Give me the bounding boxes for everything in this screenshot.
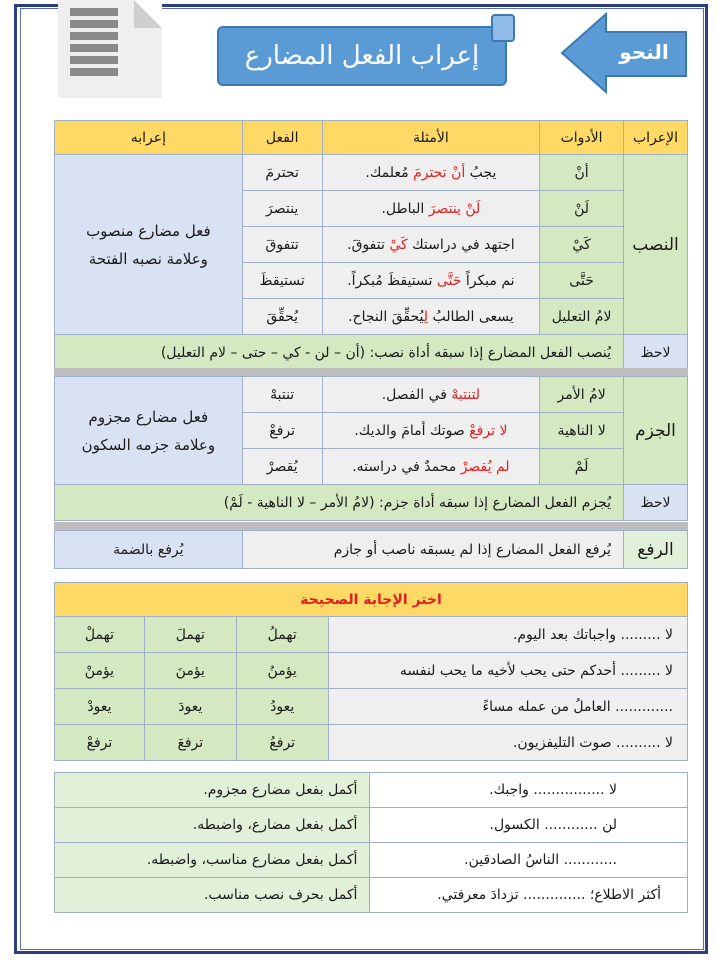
quiz-option[interactable]: تهملُ xyxy=(236,617,328,653)
nasb-note: يُنصب الفعل المضارع إذا سبقه أداة نصب: (أن – لن - كي – حتى – لام التعليل) xyxy=(55,335,624,371)
section-divider xyxy=(54,368,688,376)
example-cell: لا ترفعْ صوتك أمامَ والديك. xyxy=(322,413,540,449)
quiz-row xyxy=(55,653,688,689)
document-icon xyxy=(58,0,162,98)
jazm-note: يُجزم الفعل المضارع إذا سبقه أداة جزم: (لامُ الأمر – لا الناهية - لَمْ) xyxy=(55,485,624,521)
quiz-option[interactable]: يعودْ xyxy=(55,689,145,725)
quiz-question: لا ......... واجباتك بعد اليوم. xyxy=(328,617,687,653)
quiz-row xyxy=(55,725,688,761)
verb-cell: تنتبهْ xyxy=(242,377,322,413)
raf-label: الرفع xyxy=(624,531,688,569)
quiz-question: لا ......... أحدكم حتى يحب لأخيه ما يحب لنفسه xyxy=(328,653,687,689)
nasb-note-row xyxy=(55,335,688,371)
table-row xyxy=(55,155,688,191)
example-cell: لَنْ ينتصرَ الباطل. xyxy=(322,191,540,227)
nasb-note-label: لاحظ xyxy=(624,335,688,371)
quiz-option[interactable]: ترفعَ xyxy=(144,725,236,761)
verb-cell: تستيقظَ xyxy=(242,263,322,299)
header-verb: الفعل xyxy=(242,121,322,155)
example-cell: لم يُقصرْ محمدٌ في دراسته. xyxy=(322,449,540,485)
left-arrow-icon xyxy=(560,10,690,96)
nasb-label: النصب xyxy=(624,155,688,335)
quiz-option[interactable]: يؤمنَ xyxy=(144,653,236,689)
header-examples: الأمثلة xyxy=(322,121,540,155)
tool-cell: لَنْ xyxy=(540,191,624,227)
quiz-option[interactable]: يؤمنُ xyxy=(236,653,328,689)
verb-cell: تتفوقَ xyxy=(242,227,322,263)
raf-table xyxy=(54,530,688,569)
tool-cell: لامُ الأمر xyxy=(540,377,624,413)
quiz-option[interactable]: يعودَ xyxy=(144,689,236,725)
header-tools: الأدوات xyxy=(540,121,624,155)
header-irab: الإعراب xyxy=(624,121,688,155)
complete-instruction: أكمل بفعل مضارع مجزوم. xyxy=(55,773,370,808)
table-row xyxy=(55,531,688,569)
subject-badge: النحو xyxy=(619,40,669,64)
complete-instruction: أكمل بفعل مضارع مناسب، واضبطه. xyxy=(55,843,370,878)
nasb-verb-irab: فعل مضارع منصوب وعلامة نصبه الفتحة xyxy=(55,155,243,335)
jazm-label: الجزم xyxy=(624,377,688,485)
complete-sentence[interactable]: أكثر الاطلاع؛ .............. تزدادَ معرفتي. xyxy=(370,878,688,913)
example-cell: اجتهد في دراستك كَيْ تتفوقَ. xyxy=(322,227,540,263)
tool-cell: حَتَّى xyxy=(540,263,624,299)
complete-sentence[interactable]: لن ............ الكسول. xyxy=(370,808,688,843)
quiz-question: ............. العاملُ من عمله مساءً xyxy=(328,689,687,725)
jazm-verb-irab: فعل مضارع مجزوم وعلامة جزمه السكون xyxy=(55,377,243,485)
complete-sentence[interactable]: لا ................ واجبك. xyxy=(370,773,688,808)
quiz-option[interactable]: تهملَ xyxy=(144,617,236,653)
header-verb-irab: إعرابه xyxy=(55,121,243,155)
verb-cell: تحترمَ xyxy=(242,155,322,191)
quiz-option[interactable]: ترفعْ xyxy=(55,725,145,761)
example-cell: يجبُ أنْ تحترمَ مُعلمك. xyxy=(322,155,540,191)
quiz-title-row xyxy=(55,583,688,617)
jazm-note-row xyxy=(55,485,688,521)
quiz-title: اختر الإجابة الصحيحة xyxy=(55,583,688,617)
quiz-table xyxy=(54,582,688,761)
tool-cell: لامُ التعليل xyxy=(540,299,624,335)
complete-row xyxy=(55,808,688,843)
quiz-option[interactable]: تهملْ xyxy=(55,617,145,653)
example-cell: لتنتبهْ في الفصل. xyxy=(322,377,540,413)
raf-verb-irab: يُرفع بالضمة xyxy=(55,531,243,569)
complete-row xyxy=(55,773,688,808)
verb-cell: يُحقِّقَ xyxy=(242,299,322,335)
complete-instruction: أكمل بحرف نصب مناسب. xyxy=(55,878,370,913)
jazm-table xyxy=(54,376,688,521)
complete-row xyxy=(55,843,688,878)
tool-cell: أنْ xyxy=(540,155,624,191)
quiz-option[interactable]: يعودُ xyxy=(236,689,328,725)
title-banner xyxy=(207,14,515,86)
quiz-question: لا .......... صوت التليفزيون. xyxy=(328,725,687,761)
complete-instruction: أكمل بفعل مضارع، واضبطه. xyxy=(55,808,370,843)
complete-row xyxy=(55,878,688,913)
quiz-option[interactable]: يؤمنْ xyxy=(55,653,145,689)
section-divider xyxy=(54,522,688,530)
example-cell: يسعى الطالبُ لِيُحقِّقَ النجاح. xyxy=(322,299,540,335)
verb-cell: ترفعْ xyxy=(242,413,322,449)
quiz-row xyxy=(55,689,688,725)
quiz-row xyxy=(55,617,688,653)
verb-cell: ينتصرَ xyxy=(242,191,322,227)
quiz-option[interactable]: ترفعُ xyxy=(236,725,328,761)
table-row xyxy=(55,377,688,413)
complete-sentence[interactable]: ............ الناسُ الصادقين. xyxy=(370,843,688,878)
tool-cell: كَيْ xyxy=(540,227,624,263)
table-header-row xyxy=(55,121,688,155)
tool-cell: لا الناهية xyxy=(540,413,624,449)
scroll-curl-icon xyxy=(491,14,515,42)
verb-cell: يُقصرْ xyxy=(242,449,322,485)
tool-cell: لَمْ xyxy=(540,449,624,485)
page-title: إعراب الفعل المضارع xyxy=(217,26,507,86)
main-table xyxy=(54,120,688,371)
example-cell: نم مبكراً حَتَّى تستيقظَ مُبكراً. xyxy=(322,263,540,299)
raf-text: يُرفع الفعل المضارع إذا لم يسبقه ناصب أو جازم xyxy=(242,531,623,569)
complete-table xyxy=(54,772,688,913)
jazm-note-label: لاحظ xyxy=(624,485,688,521)
